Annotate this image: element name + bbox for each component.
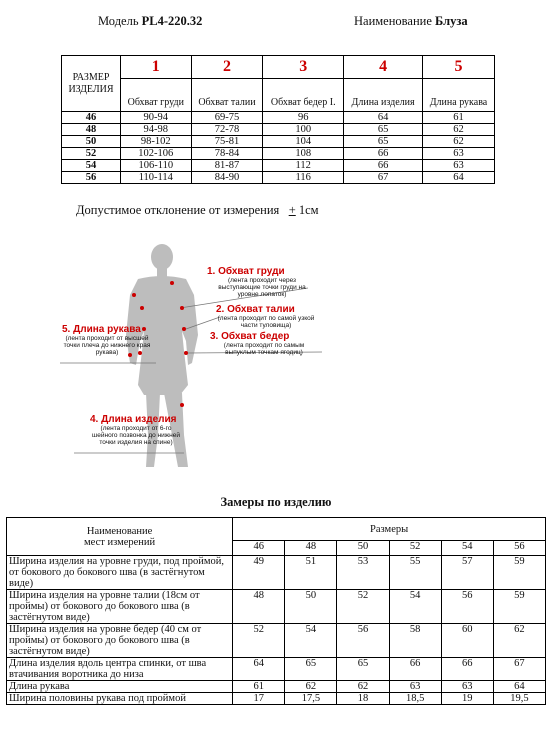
measurement-value: 19,5 [493, 693, 545, 705]
column-number: 5 [422, 56, 494, 79]
annotation-subtitle: (лента проходит от 6-го шейного позвонка до нижней точки изделия на спине) [92, 425, 180, 446]
size-value-cell: 75-81 [191, 136, 263, 148]
size-cell: 56 [62, 172, 121, 184]
sizes-header: Размеры [233, 518, 546, 541]
measurement-value: 49 [233, 556, 285, 590]
measurement-value: 53 [337, 556, 389, 590]
size-value-cell: 78-84 [191, 148, 263, 160]
size-value-cell: 96 [263, 112, 344, 124]
size-cell: 52 [62, 148, 121, 160]
size-value-cell: 62 [422, 136, 494, 148]
measurements-title: Замеры по изделию [220, 495, 332, 509]
annotation-title: 4. Длина изделия [90, 414, 177, 425]
column-number: 3 [263, 56, 344, 79]
column-number: 4 [344, 56, 423, 79]
annotation-title: 3. Обхват бедер [210, 331, 290, 342]
measurement-value: 59 [493, 556, 545, 590]
measurement-value: 66 [389, 658, 441, 681]
size-value-cell: 64 [422, 172, 494, 184]
measurement-name: Длина изделия вдоль центра спинки, от шва втачивания воротника до низа [7, 658, 233, 681]
tolerance-note [76, 203, 319, 218]
size-cell: 46 [62, 112, 121, 124]
measurement-row [7, 624, 546, 658]
measurement-value: 56 [441, 590, 493, 624]
measurement-name: Длина рукава [7, 681, 233, 693]
measurement-row [7, 693, 546, 705]
annotation-subtitle: (лента проходит через выступающие точки груди на уровне лопаток) [218, 277, 306, 298]
model-heading [98, 14, 202, 29]
size-header-cell: 50 [337, 541, 389, 556]
size-value-cell: 110-114 [121, 172, 192, 184]
size-header-cell: 54 [441, 541, 493, 556]
measurement-value: 19 [441, 693, 493, 705]
size-value-cell: 69-75 [191, 112, 263, 124]
size-corner-header [62, 56, 121, 112]
measurement-name: Ширина изделия на уровне бедер (40 см от проймы) от бокового до бокового шва (в застёгнутом виде) [7, 624, 233, 658]
measurement-value: 63 [441, 681, 493, 693]
measurement-value: 62 [337, 681, 389, 693]
annotation-subtitle: (лента проходит по самой узкой части туловища) [217, 315, 315, 329]
size-value-cell: 104 [263, 136, 344, 148]
size-header-cell: 46 [233, 541, 285, 556]
measurement-value: 67 [493, 658, 545, 681]
measurement-value: 17 [233, 693, 285, 705]
measurement-value: 65 [337, 658, 389, 681]
size-header-cell: 52 [389, 541, 441, 556]
measurement-value: 64 [493, 681, 545, 693]
column-header: Длина рукава [422, 79, 494, 112]
annotation-chest [207, 266, 317, 298]
measurement-name: Ширина изделия на уровне талии (18см от проймы) от бокового до бокового шва (в застёгнутом виде) [7, 590, 233, 624]
measurement-value: 54 [389, 590, 441, 624]
size-row [62, 112, 495, 124]
measurement-value: 52 [337, 590, 389, 624]
size-value-cell: 100 [263, 124, 344, 136]
size-value-cell: 90-94 [121, 112, 192, 124]
annotation-title: 2. Обхват талии [216, 304, 295, 315]
product-name-label: Наименование [354, 14, 432, 28]
column-number: 2 [191, 56, 263, 79]
measurement-value: 58 [389, 624, 441, 658]
size-value-cell: 66 [344, 160, 423, 172]
measurement-value: 61 [233, 681, 285, 693]
measurement-row [7, 556, 546, 590]
measurements-table [6, 517, 546, 705]
model-code: PL4-220.32 [141, 14, 203, 28]
size-value-cell: 64 [344, 112, 423, 124]
measurement-value: 17,5 [285, 693, 337, 705]
measurement-value: 18,5 [389, 693, 441, 705]
measurement-value: 62 [493, 624, 545, 658]
measurement-value: 63 [389, 681, 441, 693]
measurement-value: 66 [441, 658, 493, 681]
annotation-subtitle: (лента проходит по самым выпуклым точкам ягодиц) [223, 342, 305, 356]
measurement-name: Ширина половины рукава под проймой [7, 693, 233, 705]
measurement-value: 62 [285, 681, 337, 693]
size-cell: 54 [62, 160, 121, 172]
corner-label-line1: РАЗМЕР [72, 71, 110, 83]
column-number: 1 [121, 56, 192, 79]
size-value-cell: 61 [422, 112, 494, 124]
measurement-value: 56 [337, 624, 389, 658]
tolerance-text: Допустимое отклонение от измерения [76, 203, 280, 217]
measurement-value: 48 [233, 590, 285, 624]
measurement-value: 50 [285, 590, 337, 624]
size-value-cell: 84-90 [191, 172, 263, 184]
column-header: Обхват талии [191, 79, 263, 112]
size-value-cell: 63 [422, 160, 494, 172]
size-value-cell: 116 [263, 172, 344, 184]
size-row [62, 124, 495, 136]
column-header: Обхват бедер I. [263, 79, 344, 112]
model-label: Модель [98, 14, 139, 28]
size-value-cell: 106-110 [121, 160, 192, 172]
measurement-value: 52 [233, 624, 285, 658]
size-cell: 50 [62, 136, 121, 148]
size-row [62, 148, 495, 160]
tolerance-plusminus: + [288, 203, 296, 217]
corner-label-line2: ИЗДЕЛИЯ [68, 83, 114, 95]
measurement-value: 57 [441, 556, 493, 590]
size-chart-table [61, 55, 495, 184]
size-value-cell: 81-87 [191, 160, 263, 172]
measurement-name-header [7, 518, 233, 556]
name-header-line1: Наименование [86, 525, 153, 537]
product-name-heading [354, 14, 468, 29]
size-row [62, 136, 495, 148]
tolerance-value: 1см [298, 203, 319, 217]
measurement-value: 51 [285, 556, 337, 590]
size-value-cell: 65 [344, 124, 423, 136]
measurement-value: 54 [285, 624, 337, 658]
column-header: Длина изделия [344, 79, 423, 112]
measurement-row [7, 590, 546, 624]
annotation-sleeve-length [62, 324, 152, 356]
annotation-hips [210, 331, 318, 356]
measurement-value: 55 [389, 556, 441, 590]
measurement-value: 18 [337, 693, 389, 705]
size-value-cell: 65 [344, 136, 423, 148]
measurement-value: 64 [233, 658, 285, 681]
size-value-cell: 67 [344, 172, 423, 184]
annotation-title: 5. Длина рукава [62, 324, 141, 335]
size-header-cell: 48 [285, 541, 337, 556]
annotation-garment-length [90, 414, 182, 446]
annotation-waist [216, 304, 316, 329]
size-header-cell: 56 [493, 541, 545, 556]
size-cell: 48 [62, 124, 121, 136]
measurement-row [7, 681, 546, 693]
size-value-cell: 62 [422, 124, 494, 136]
size-value-cell: 112 [263, 160, 344, 172]
size-value-cell: 66 [344, 148, 423, 160]
measurement-value: 60 [441, 624, 493, 658]
name-header-line2: мест измерений [84, 536, 156, 548]
product-name-value: Блуза [435, 14, 468, 28]
annotation-title: 1. Обхват груди [207, 266, 285, 277]
size-value-cell: 94-98 [121, 124, 192, 136]
measurement-name: Ширина изделия на уровне груди, под проймой, от бокового до бокового шва (в застёгнутом виде) [7, 556, 233, 590]
size-row [62, 172, 495, 184]
size-row [62, 160, 495, 172]
measurement-row [7, 658, 546, 681]
annotation-subtitle: (лента проходит от высшей точки плеча до нижнего края рукава) [63, 335, 151, 356]
size-value-cell: 108 [263, 148, 344, 160]
size-value-cell: 102-106 [121, 148, 192, 160]
size-value-cell: 98-102 [121, 136, 192, 148]
measurement-value: 59 [493, 590, 545, 624]
size-value-cell: 63 [422, 148, 494, 160]
measurement-value: 65 [285, 658, 337, 681]
column-header: Обхват груди [121, 79, 192, 112]
size-value-cell: 72-78 [191, 124, 263, 136]
